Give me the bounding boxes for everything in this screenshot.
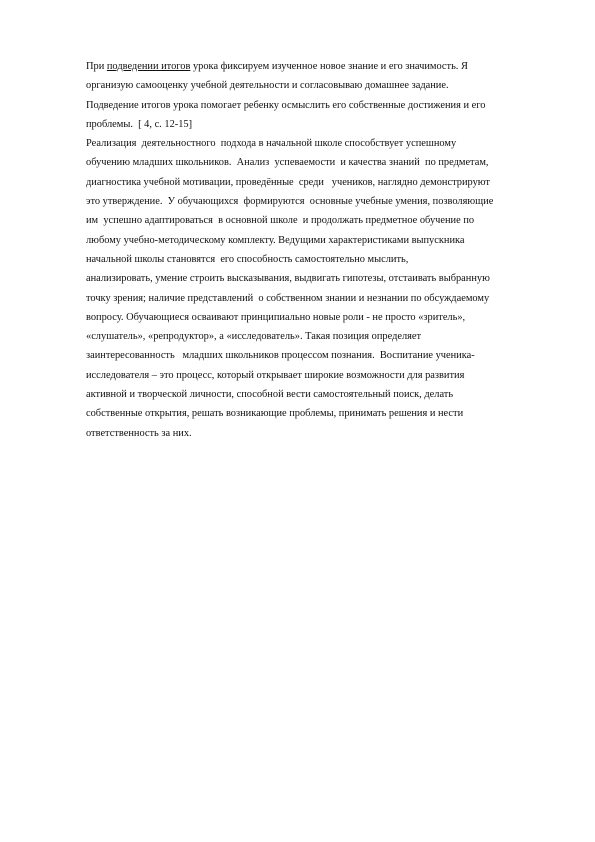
text-line-1 <box>86 57 556 76</box>
text-line-8: это утверждение. У обучающихся формируются основные учебные умения, позволяющие <box>86 196 494 208</box>
document-body <box>86 57 556 443</box>
text-line-20: ответственность за них. <box>86 427 192 439</box>
text-line-18: активной и творческой личности, способной вести самостоятельный поиск, делать <box>86 389 454 401</box>
text-line-2: организую самооценку учебной деятельности и согласовываю домашнее задание. <box>86 80 449 92</box>
text-line-16: заинтересованность младших школьников процессом познания. Воспитание ученика- <box>86 350 475 362</box>
text-line-11: начальной школы становятся его способность самостоятельно мыслить, <box>86 253 409 265</box>
text-line-13: точку зрения; наличие представлений о собственном знании и незнании по обсуждаемому <box>86 292 490 304</box>
text-line-9: им успешно адаптироваться в основной школе и продолжать предметное обучение по <box>86 215 475 227</box>
text-line-15: «слушатель», «репродуктор», а «исследователь». Такая позиция определяет <box>86 331 422 343</box>
text-line-14: вопросу. Обучающиеся осваивают принципиально новые роли - не просто «зритель», <box>86 311 466 323</box>
text-line-4: проблемы. [ 4, с. 12-15] <box>86 118 193 130</box>
text-line-1-end: урока фиксируем изученное новое знание и его значимость. Я <box>190 61 468 72</box>
text-line-12: анализировать, умение строить высказывания, выдвигать гипотезы, отстаивать выбранную <box>86 273 490 285</box>
underlined-phrase: подведении итогов <box>106 61 191 72</box>
text-line-10: любому учебно-методическому комплекту. Ведущими характеристиками выпускника <box>86 234 465 246</box>
text-line-1-start: При <box>86 61 107 72</box>
text-line-17: исследователя – это процесс, который открывает широкие возможности для развития <box>86 369 465 381</box>
text-line-3: Подведение итогов урока помогает ребенку осмыслить его собственные достижения и его <box>86 99 486 111</box>
text-line-19: собственные открытия, решать возникающие проблемы, принимать решения и нести <box>86 408 464 420</box>
text-line-6: обучению младших школьников. Анализ успеваемости и качества знаний по предметам, <box>86 157 489 169</box>
text-line-5: Реализация деятельностного подхода в начальной школе способствует успешному <box>86 138 457 150</box>
text-line-7: диагностика учебной мотивации, проведённые среди учеников, наглядно демонстрируют <box>86 176 490 188</box>
